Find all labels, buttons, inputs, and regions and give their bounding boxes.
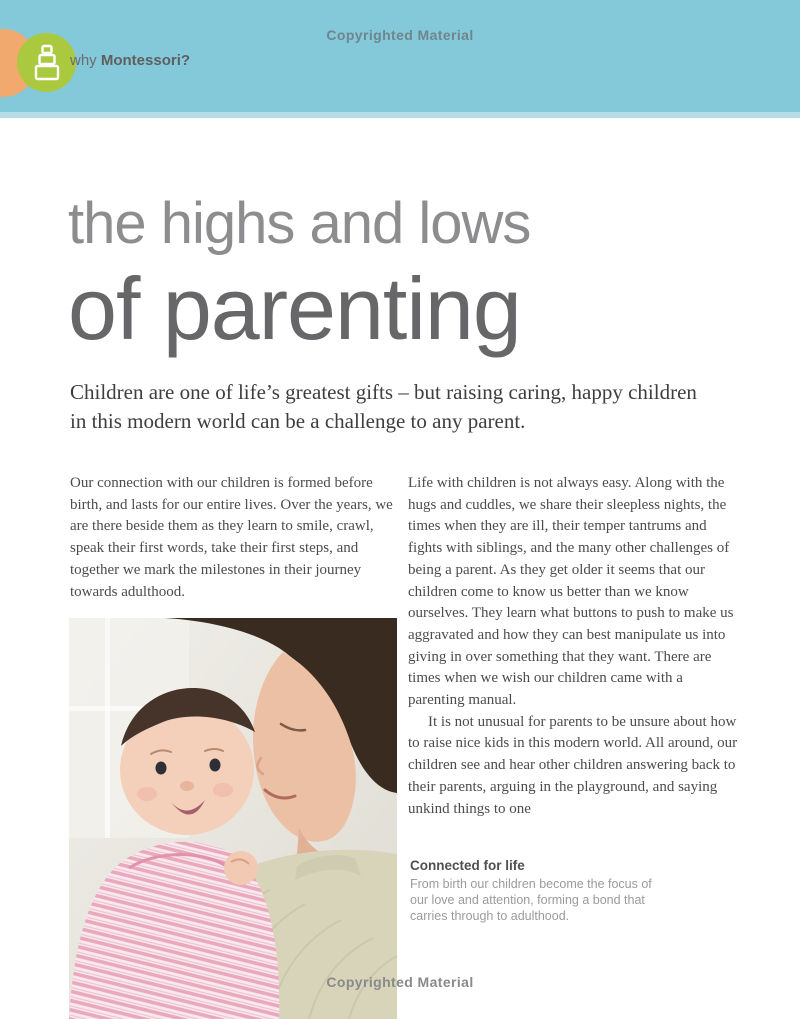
- header-band-edge: [0, 112, 800, 118]
- standfirst: Children are one of life’s greatest gifts – but raising caring, happy children in this modern world can be a challenge to any parent.: [70, 380, 697, 433]
- body-paragraph-right-1: Life with children is not always easy. Along with the hugs and cuddles, we share their sleepless nights, the times when they are ill, their temper tantrums and fights with siblings, and the many other challenges of being a parent. As they get older it seems that our children come to know us better than we know ourselves. They learn what buttons to push to make us aggravated and how they can best manipulate us into giving in over something that they want. There are times when we wish our children came with a parenting manual.: [408, 475, 734, 709]
- body-paragraph-right-2: It is not unusual for parents to be unsure about how to raise nice kids in this modern world. All around, our children see and hear other children answering back to their parents, arguing in the playground, and saying unkind things to one: [408, 713, 738, 817]
- logo-green-circle: [17, 33, 76, 92]
- page-title: [68, 192, 530, 356]
- title-line-2: of parenting: [68, 259, 521, 358]
- stacking-tower-icon: [30, 44, 64, 82]
- section-label-prefix: why: [70, 52, 97, 69]
- section-label: [70, 52, 190, 69]
- copyright-notice-top: Copyrighted Material: [326, 27, 474, 43]
- photo-caption-title: Connected for life: [410, 858, 525, 873]
- photo-caption: [410, 858, 660, 924]
- left-column: [70, 473, 396, 603]
- title-line-1: the highs and lows: [68, 191, 531, 256]
- right-column: [408, 473, 742, 820]
- photo-caption-body: From birth our children become the focus of our love and attention, forming a bond that carries through to adulthood.: [410, 877, 652, 923]
- section-label-title: Montessori?: [100, 52, 191, 69]
- body-paragraph-left: Our connection with our children is formed before birth, and lasts for our entire lives. Over the years, we are there beside them as they learn to smile, crawl, speak their first words, take their first steps, and together we mark the milestones in their journey towards adulthood.: [70, 475, 393, 600]
- copyright-notice-bottom: Copyrighted Material: [326, 974, 474, 990]
- father-baby-photo: [69, 618, 397, 1019]
